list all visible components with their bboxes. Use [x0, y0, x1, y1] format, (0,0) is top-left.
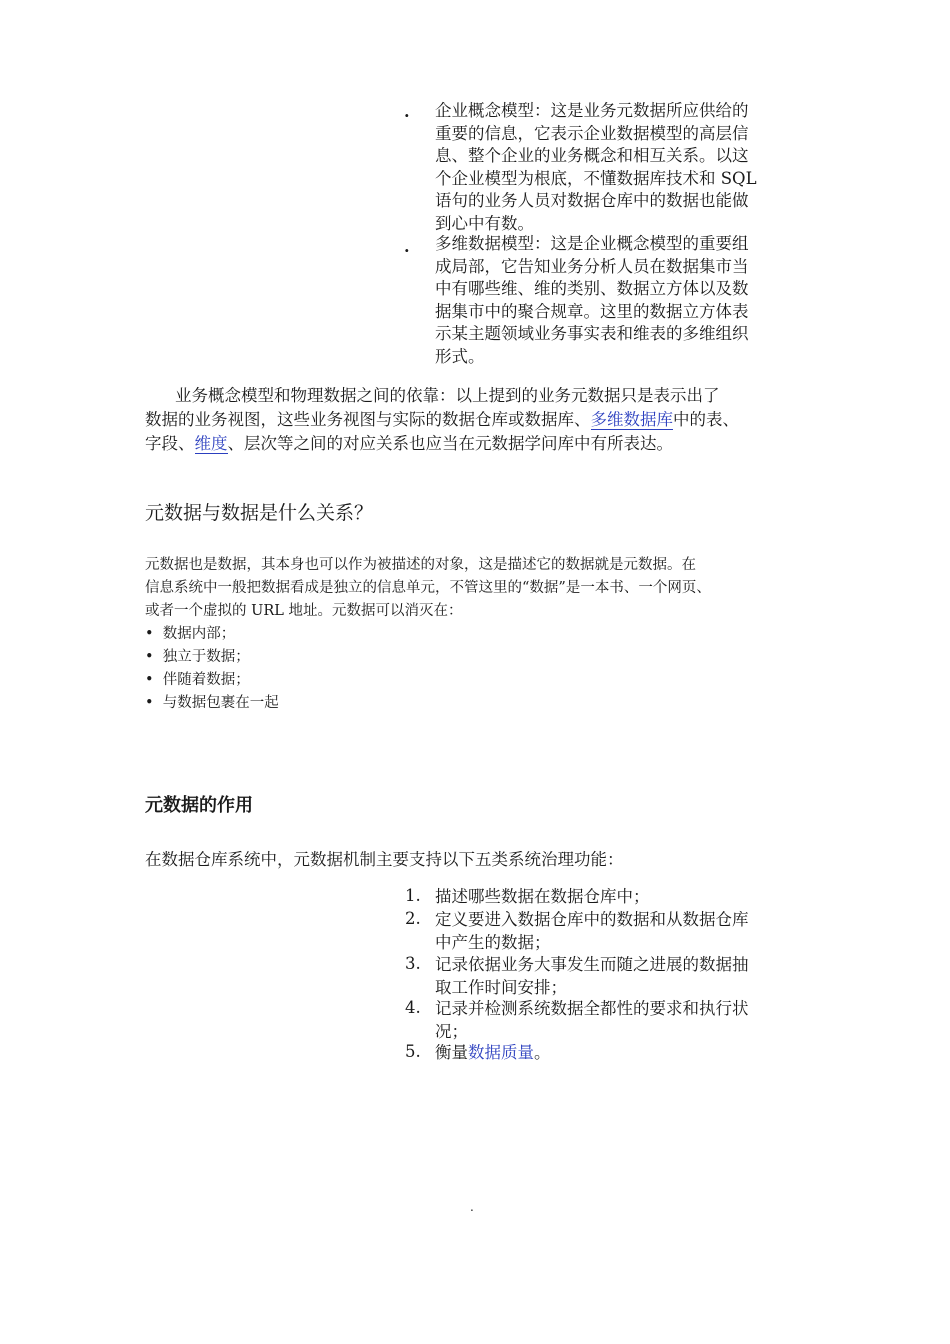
text-span: 中的表、 [673, 410, 739, 429]
text-span: 、层次等之间的对应关系也应当在元数据学问库中有所表达。 [227, 434, 673, 453]
text-line [145, 408, 815, 432]
section-heading: 元数据的作用 [145, 795, 253, 816]
bullet-enterprise-model [435, 100, 757, 235]
section-paragraph [145, 554, 825, 623]
list-item [435, 998, 749, 1043]
text-span: 。 [534, 1043, 551, 1062]
text-line: 息、整个企业的业务概念和相互关系。以这 [435, 146, 749, 165]
text-line: 元数据也是数据，其本身也可以作为被描述的对象，这是描述它的数据就是元数据。在 [145, 557, 696, 573]
text-line: 多维数据模型：这是企业概念模型的重要组 [435, 234, 749, 253]
text-line: 或者一个虚拟的 URL 地址。元数据可以消灭在： [145, 603, 463, 619]
text-line: 语句的业务人员对数据仓库中的数据也能做 [435, 191, 749, 210]
text-line: 形式。 [435, 346, 485, 366]
text-line: 到心中有数。 [435, 213, 534, 233]
text-span: 衡量 [435, 1043, 468, 1062]
text-line: 记录并检测系统数据全都性的要求和执行状 [435, 999, 749, 1018]
text-line: 信息系统中一般把数据看成是独立的信息单元，不管这里的“数据”是一本书、一个网页、 [145, 580, 711, 596]
bullet-list [145, 623, 279, 715]
bullet-icon: • [145, 672, 154, 688]
text-span: 数据的业务视图，这些业务视图与实际的数据仓库或数据库、 [145, 410, 591, 429]
text-line: 描述哪些数据在数据仓库中； [435, 887, 650, 906]
text-line: 中有哪些维、维的类别、数据立方体以及数 [435, 279, 749, 298]
list-item-text: 数据内部； [162, 626, 236, 642]
bullet-icon: • [145, 626, 154, 642]
list-item [435, 1042, 551, 1065]
text-span: 字段、 [145, 434, 195, 453]
list-number: 2. [405, 909, 421, 928]
dimension-link[interactable]: 维度 [194, 434, 228, 453]
text-line: 成局部，它告知业务分析人员在数据集市当 [435, 256, 749, 276]
list-item [145, 669, 279, 692]
list-number: 1. [405, 886, 421, 905]
text-line: 重要的信息，它表示企业数据模型的高层信 [435, 123, 749, 143]
text-line: 企业概念模型：这是业务元数据所应供给的 [435, 101, 749, 120]
list-item [435, 909, 749, 954]
list-number: 5. [405, 1042, 421, 1061]
multidim-db-link[interactable]: 多维数据库 [590, 410, 673, 429]
text-line [145, 432, 815, 456]
list-item-text: 伴随着数据； [162, 672, 250, 688]
bullet-multidim-model [435, 233, 749, 368]
text-line: 个企业模型为根底，不懂数据库技术和 SQL [435, 168, 757, 188]
list-number: 3. [405, 954, 421, 973]
text-line: 记录依据业务大事发生而随之进展的数据抽 [435, 955, 749, 974]
list-item-text: 与数据包裹在一起 [162, 695, 279, 711]
bullet-dot: . [404, 237, 410, 256]
text-line: 定义要进入数据仓库中的数据和从数据仓库 [435, 910, 749, 929]
text-line: 况； [435, 1021, 468, 1041]
list-item [435, 886, 650, 909]
dependency-paragraph [145, 384, 815, 456]
list-item [145, 646, 279, 669]
bullet-dot: . [404, 102, 410, 121]
list-number: 4. [405, 998, 421, 1017]
data-quality-link[interactable]: 数据质量 [468, 1043, 534, 1062]
bullet-icon: • [145, 695, 154, 711]
list-item [145, 623, 279, 646]
list-item [435, 954, 749, 999]
footer-mark: . [470, 1200, 474, 1214]
section-heading: 元数据与数据是什么关系？ [145, 502, 374, 524]
section-intro: 在数据仓库系统中，元数据机制主要支持以下五类系统治理功能： [145, 850, 624, 869]
list-item-text: 独立于数据； [162, 649, 250, 665]
text-line: 取工作时间安排； [435, 977, 567, 997]
text-line: 业务概念模型和物理数据之间的依靠：以上提到的业务元数据只是表示出了 [175, 386, 720, 405]
text-line: 示某主题领域业务事实表和维表的多维组织 [435, 324, 749, 343]
text-line: 中产生的数据； [435, 932, 551, 952]
text-line: 据集市中的聚合规章。这里的数据立方体表 [435, 301, 749, 321]
bullet-icon: • [145, 649, 154, 665]
list-item [145, 692, 279, 715]
